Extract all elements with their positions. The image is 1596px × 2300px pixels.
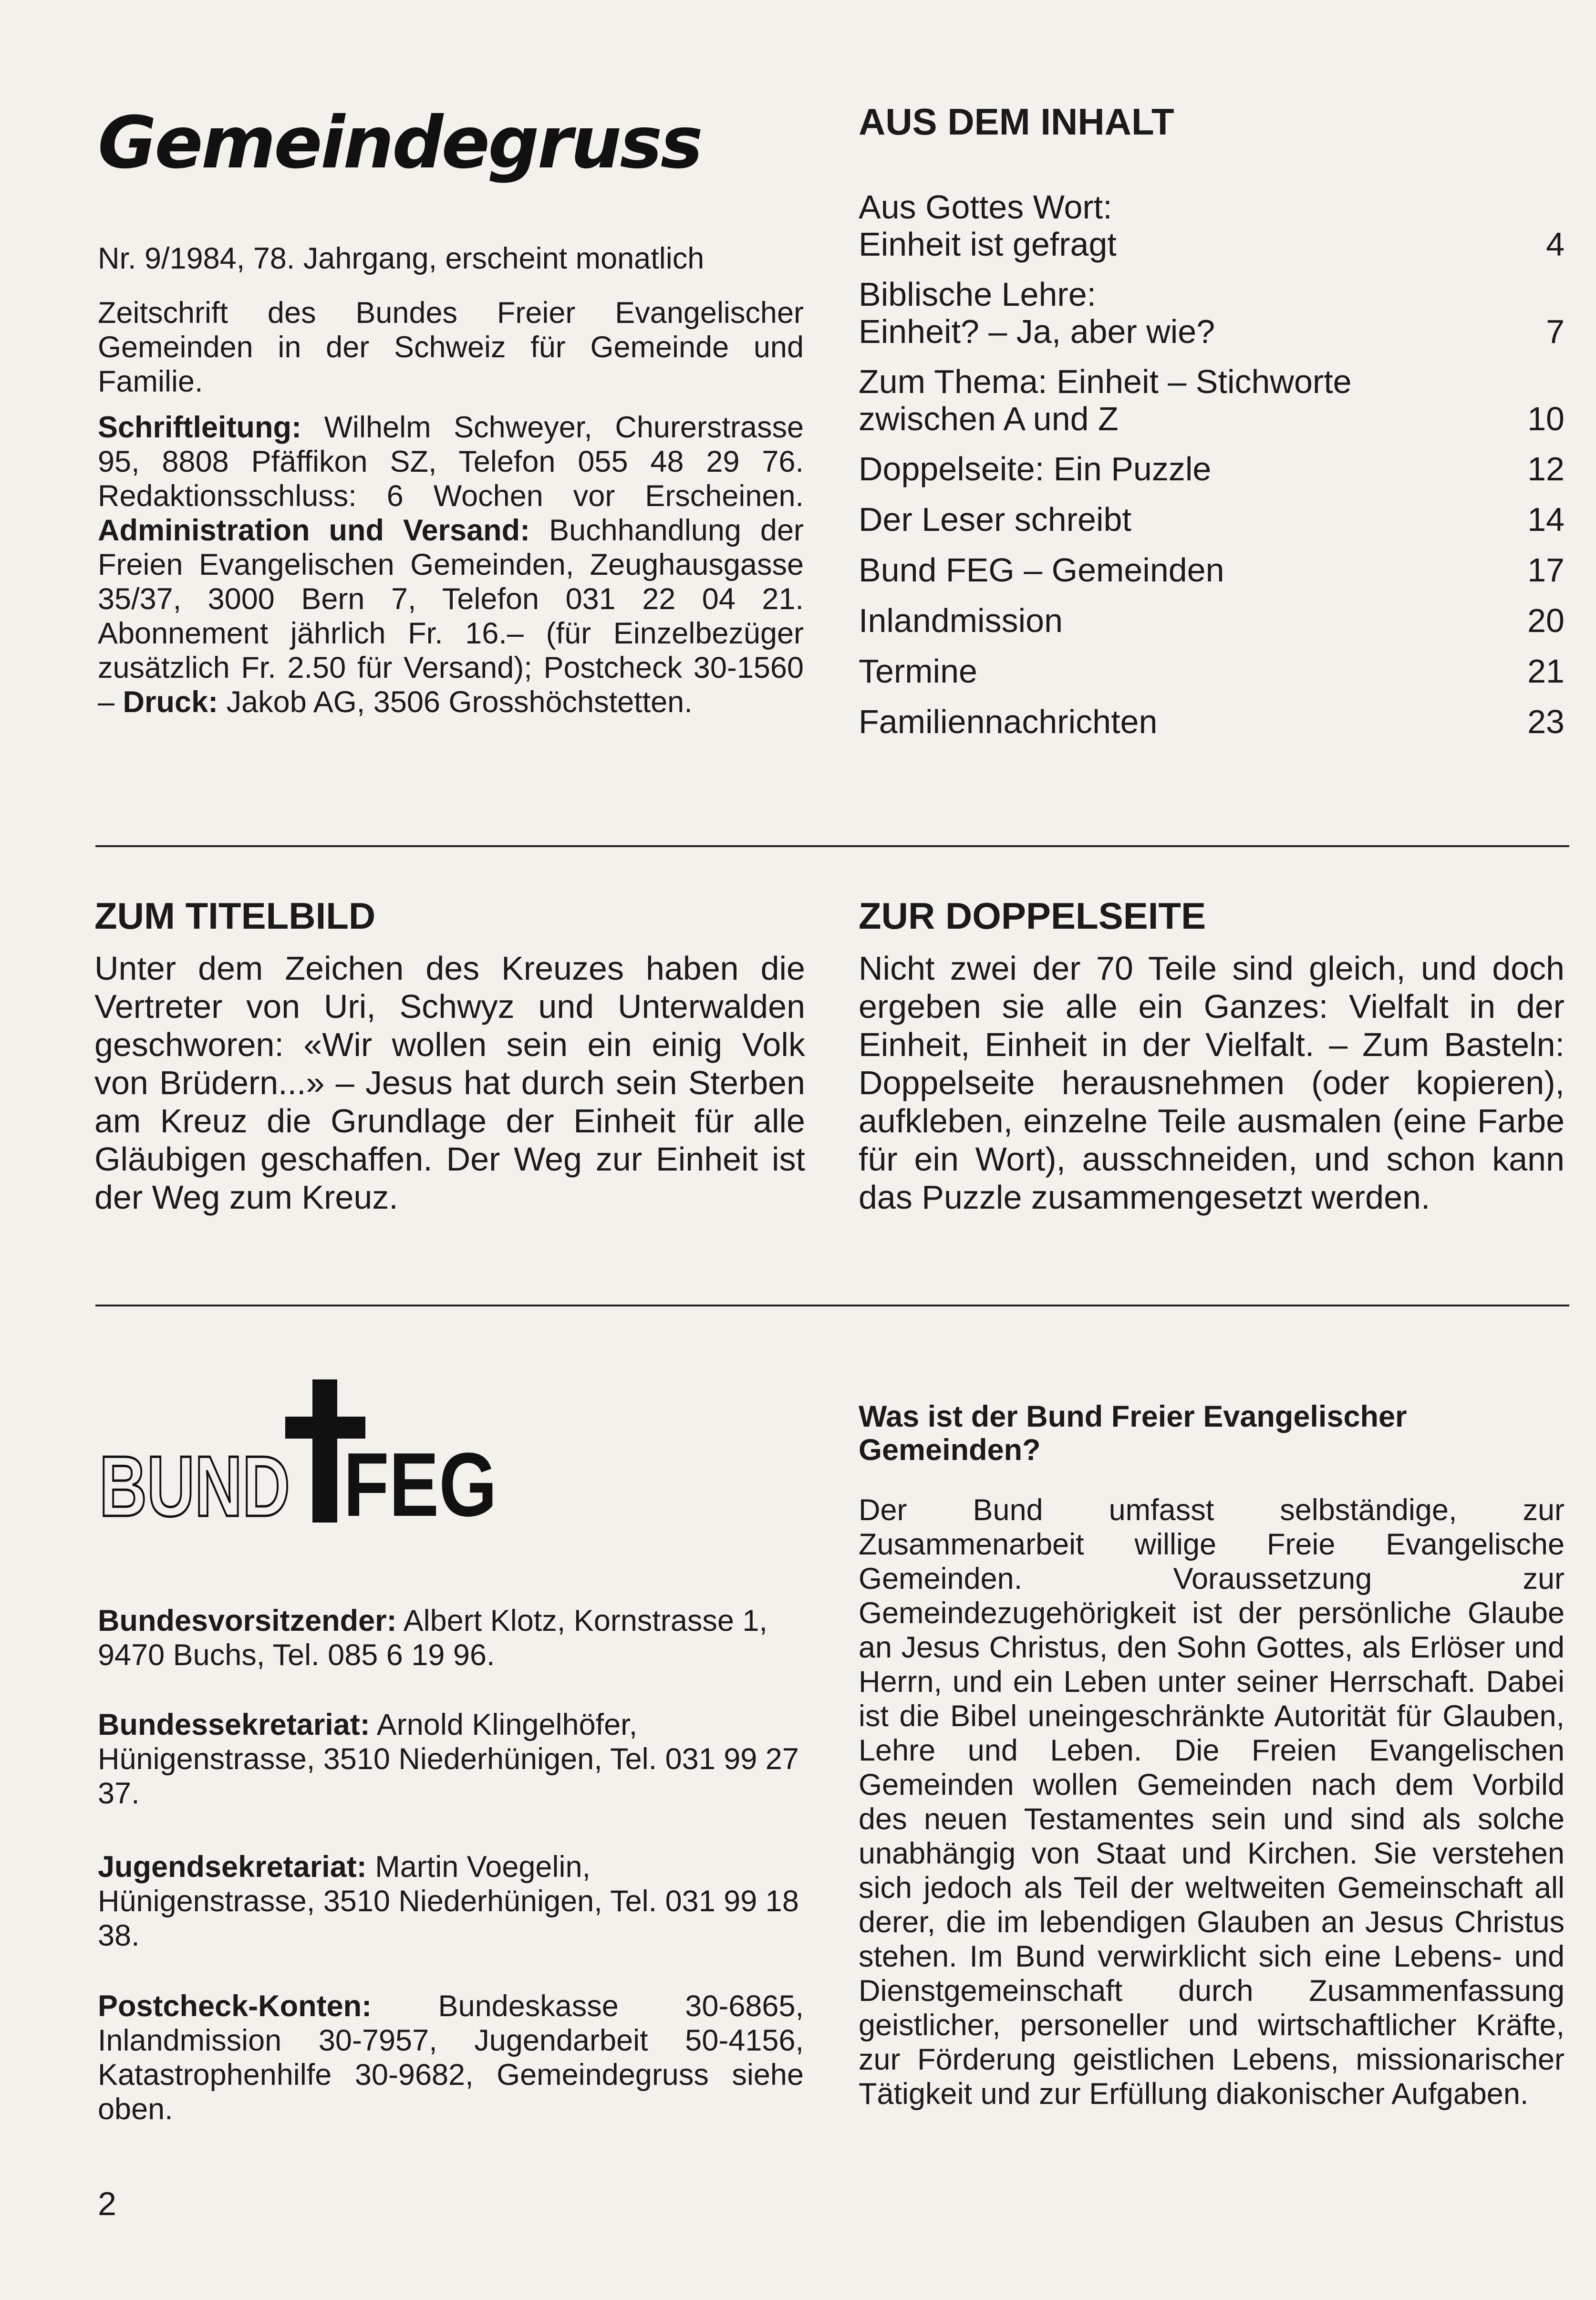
contact-label: Bundesvorsitzender: (98, 1604, 397, 1637)
contact-label: Jugendsekretariat: (98, 1850, 367, 1884)
about-text: Zeitschrift des Bundes Freier Evangelischer Gemeinden in der Schweiz für Gemeinde und Familie. (98, 296, 804, 398)
contents-item-page: 23 (1527, 703, 1565, 740)
logo-bund-text: BUND (99, 1439, 290, 1534)
contact-secretariat (98, 1708, 804, 1811)
contents-item-page: 4 (1546, 226, 1565, 263)
contents-item-page: 10 (1527, 400, 1565, 437)
contents-item (859, 602, 1565, 639)
contents-item-subtitle: Einheit? – Ja, aber wie? (859, 313, 1215, 350)
contact-label: Postcheck-Konten: (98, 1989, 372, 2023)
contact-youth (98, 1850, 804, 1953)
contents-item-title: Inlandmission (859, 602, 1063, 639)
masthead-title: Gemeindegruss (98, 102, 701, 185)
contact-text: Arnold Klingelhöfer, Hünigenstrasse, 3510 Niederhünigen, Tel. 031 99 27 37. (98, 1708, 799, 1810)
imprint-text (98, 410, 804, 719)
contents-item-subtitle: zwischen A und Z (859, 400, 1119, 437)
imprint-print-text: Jakob AG, 3506 Grosshöchstetten. (218, 685, 693, 719)
contents-item (859, 363, 1565, 437)
contents-item (859, 450, 1565, 487)
contents-item-title: Doppelseite: Ein Puzzle (859, 450, 1212, 487)
contact-text: Martin Voegelin, Hünigenstrasse, 3510 Niederhünigen, Tel. 031 99 18 38. (98, 1850, 799, 1952)
contents-item (859, 703, 1565, 740)
imprint-editor-label: Schriftleitung: (98, 411, 301, 444)
imprint-admin-text: Buchhandlung der Freien Evangelischen Gemeinden, Zeughausgasse 35/37, 3000 Bern 7, Telefon 031 22 04 21. Abonnement jährlich Fr. 16.– (für Einzelbezüger zusätzlich Fr. 2.50 für Versand); Postcheck 30-1560 – (98, 514, 804, 719)
contents-item (859, 188, 1565, 263)
spread-text: Nicht zwei der 70 Teile sind gleich, und doch ergeben sie alle ein Ganzes: Vielfalt in der Einheit, Einheit in der Vielfalt. – Zum Basteln: Doppelseite herausnehmen (oder kopieren), aufkleben, einzelne Teile ausmalen (eine Farbe für ein Wort), ausschneiden, und schon kann das Puzzle zusammengesetzt werden. (859, 950, 1565, 1216)
cover-text: Unter dem Zeichen des Kreuzes haben die Vertreter von Uri, Schwyz und Unterwalden geschworen: «Wir wollen sein ein einig Volk von Brüdern...» – Jesus hat durch sein Sterben am Kreuz die Grundlage der Einheit für alle Gläubigen geschaffen. Der Weg zur Einheit ist der Weg zum Kreuz. (94, 950, 805, 1216)
contents-item-page: 17 (1527, 551, 1565, 589)
contents-item (859, 501, 1565, 538)
contents-item-title: Bund FEG – Gemeinden (859, 551, 1224, 589)
contact-postal-accounts (98, 1989, 804, 2126)
contact-chair (98, 1604, 804, 1672)
contact-text: Albert Klotz, Kornstrasse 1, 9470 Buchs, Tel. 085 6 19 96. (98, 1604, 767, 1672)
spread-heading: ZUR DOPPELSEITE (859, 895, 1206, 937)
contents-item (859, 653, 1565, 690)
page-number: 2 (98, 2185, 116, 2222)
what-is-text: Der Bund umfasst selbständige, zur Zusammenarbeit willige Freie Evangelische Gemeinden. Voraussetzung zur Gemeindezugehörigkeit ist der persönliche Glaube an Jesus Christus, den Sohn Gottes, als Erlöser und Herrn, und ein Leben unter seiner Herrschaft. Dabei ist die Bibel uneingeschränkte Autorität für Glauben, Lehre und Leben. Die Freien Evangelischen Gemeinden wollen Gemeinden nach dem Vorbild des neuen Testamentes sein und sind als solche unabhängig von Staat und Kirchen. Sie verstehen sich jedoch als Teil der weltweiten Gemeinschaft all derer, die im lebendigen Glauben an Jesus Christus stehen. Im Bund verwirklicht sich eine Lebens- und Dienstgemeinschaft durch Zusammenfassung geistlicher, personeller und wirtschaftlicher Kräfte, zur Förderung geistlichen Lebens, missionarischer Tätigkeit und zur Erfüllung diakonischer Aufgaben. (859, 1493, 1565, 2111)
contents-item-title: Der Leser schreibt (859, 501, 1131, 538)
contents-item-page: 7 (1546, 313, 1565, 350)
bund-feg-logo (95, 1374, 501, 1535)
divider-rule (95, 845, 1569, 847)
issue-line: Nr. 9/1984, 78. Jahrgang, erscheint monatlich (98, 242, 705, 275)
contents-item-title: Familiennachrichten (859, 703, 1158, 740)
what-is-heading: Was ist der Bund Freier Evangelischer Gemeinden? (859, 1400, 1407, 1467)
contents-list (859, 188, 1565, 740)
contents-item-subtitle: Einheit ist gefragt (859, 226, 1117, 263)
contents-item-page: 12 (1527, 450, 1565, 487)
contents-item-title: Termine (859, 653, 977, 690)
logo-feg-text: FEG (343, 1434, 497, 1535)
divider-rule (95, 1305, 1569, 1306)
contents-heading: AUS DEM INHALT (859, 101, 1174, 143)
imprint-admin-label: Administration und Versand: (98, 514, 530, 547)
contents-item-page: 21 (1527, 653, 1565, 690)
imprint-editor-text: Wilhelm Schweyer, Churerstrasse 95, 8808 Pfäffikon SZ, Telefon 055 48 29 76. Redaktionsschluss: 6 Wochen vor Erscheinen. (98, 411, 804, 513)
imprint-print-label: Druck: (123, 685, 218, 719)
contents-item (859, 551, 1565, 589)
contact-label: Bundessekretariat: (98, 1708, 370, 1741)
contents-item-title: Zum Thema: Einheit – Stichworte (859, 363, 1352, 400)
contents-item (859, 276, 1565, 350)
contents-item-page: 14 (1527, 501, 1565, 538)
contact-text: Bundeskasse 30-6865, Inlandmission 30-7957, Jugendarbeit 50-4156, Katastrophenhilfe 30-9682, Gemeindegruss siehe oben. (98, 1989, 804, 2126)
contents-item-title: Biblische Lehre: (859, 276, 1097, 313)
contents-item-title: Aus Gottes Wort: (859, 188, 1112, 226)
cover-heading: ZUM TITELBILD (94, 895, 376, 937)
contents-item-page: 20 (1527, 602, 1565, 639)
